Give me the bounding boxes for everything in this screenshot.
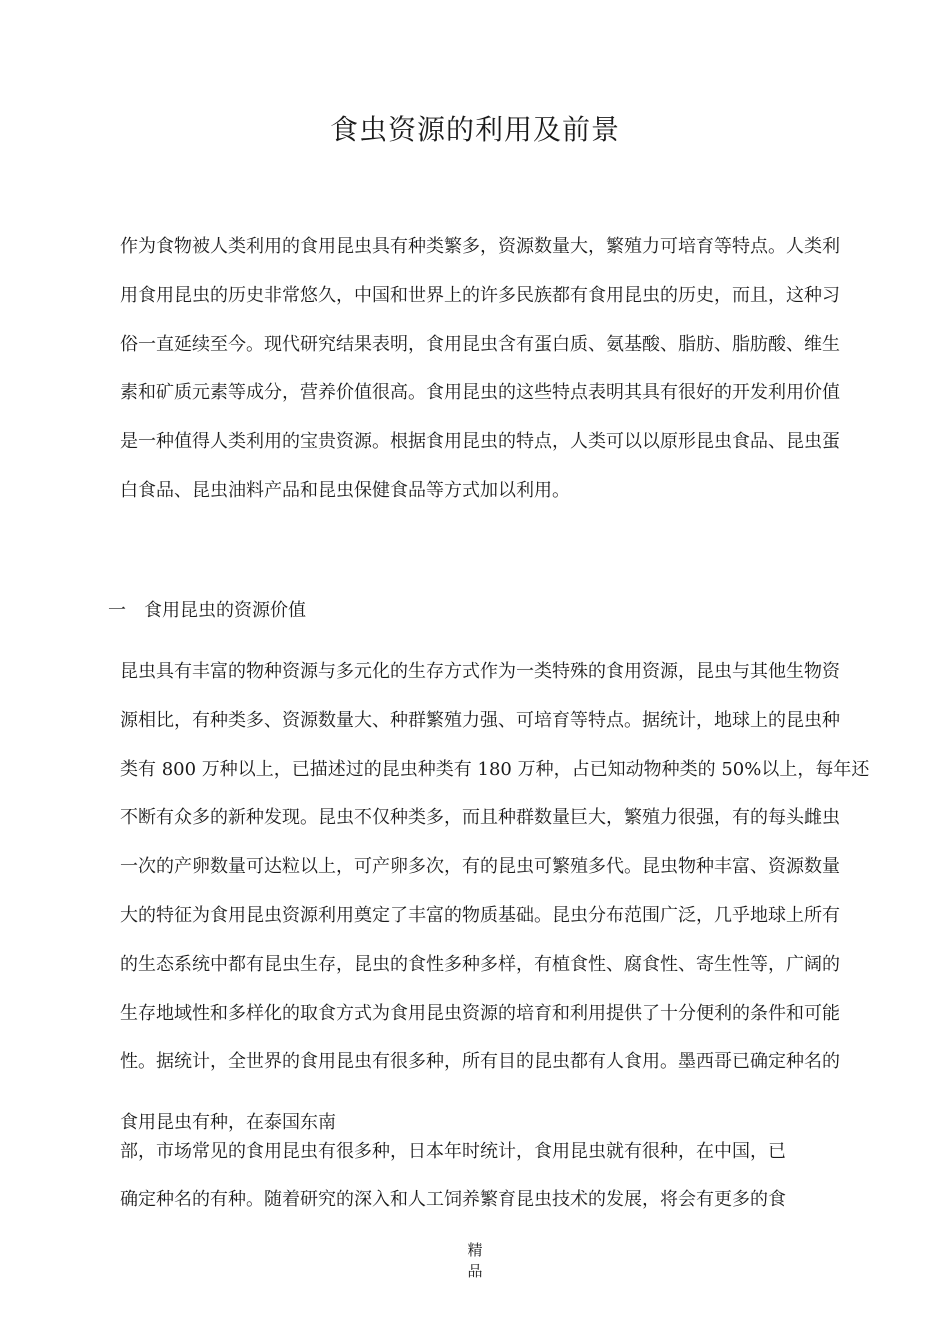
body-line: 大的特征为食用昆虫资源利用奠定了丰富的物质基础。昆虫分布范围广泛，几乎地球上所有 (120, 904, 840, 926)
body-line: 不断有众多的新种发现。昆虫不仅种类多，而且种群数量巨大，繁殖力很强，有的每头雌虫 (120, 807, 840, 829)
section-paragraph (120, 648, 870, 1087)
body-line: 生存地域性和多样化的取食方式为食用昆虫资源的培育和利用提供了十分便利的条件和可能 (120, 1002, 840, 1024)
intro-line: 用食用昆虫的历史非常悠久，中国和世界上的许多民族都有食用昆虫的历史，而且，这种习 (120, 284, 840, 306)
intro-line: 是一种值得人类利用的宝贵资源。根据食用昆虫的特点，人类可以以原形昆虫食品、昆虫蛋 (120, 431, 840, 453)
footer-text: 品 (467, 1262, 483, 1280)
page-title: 食虫资源的利用及前景 (329, 113, 620, 146)
section-heading (108, 596, 306, 622)
body-line: 源相比，有种类多、资源数量大、种群繁殖力强、可培育等特点。据统计，地球上的昆虫种 (120, 709, 840, 731)
section-heading-text: 食用昆虫的资源价值 (144, 600, 306, 621)
page-footer (0, 1240, 950, 1282)
intro-line: 素和矿质元素等成分，营养价值很高。食用昆虫的这些特点表明其具有很好的开发利用价值 (120, 382, 840, 404)
body-line: 性。据统计，全世界的食用昆虫有很多种，所有目的昆虫都有人食用。墨西哥已确定种名的 (120, 1051, 840, 1073)
body-line: 类有 800 万种以上，已描述过的昆虫种类有 180 万种，占已知动物种类的 50%以上，每年还 (120, 758, 870, 780)
body-line: 一次的产卵数量可达粒以上，可产卵多次，有的昆虫可繁殖多代。昆虫物种丰富、资源数量 (120, 856, 840, 878)
body-line: 的生态系统中都有昆虫生存，昆虫的食性多种多样，有植食性、腐食性、寄生性等，广阔的 (120, 953, 840, 975)
section-number: 一 (108, 600, 126, 621)
intro-line: 俗一直延续至今。现代研究结果表明，食用昆虫含有蛋白质、氨基酸、脂肪、脂肪酸、维生 (120, 333, 840, 355)
body-line: 食用昆虫有种，在泰国东南 (120, 1112, 336, 1133)
body-line: 确定种名的有种。随着研究的深入和人工饲养繁育昆虫技术的发展，将会有更多的食 (120, 1189, 786, 1210)
body-line: 部，市场常见的食用昆虫有很多种，日本年时统计，食用昆虫就有很种，在中国，已 (120, 1141, 786, 1162)
footer-text: 精 (467, 1241, 483, 1259)
intro-paragraph (120, 223, 855, 516)
body-line: 昆虫具有丰富的物种资源与多元化的生存方式作为一类特殊的食用资源，昆虫与其他生物资 (120, 661, 840, 682)
intro-line: 白食品、昆虫油料产品和昆虫保健食品等方式加以利用。 (120, 479, 570, 501)
intro-line: 作为食物被人类利用的食用昆虫具有种类繁多，资源数量大，繁殖力可培育等特点。人类利 (120, 236, 840, 257)
